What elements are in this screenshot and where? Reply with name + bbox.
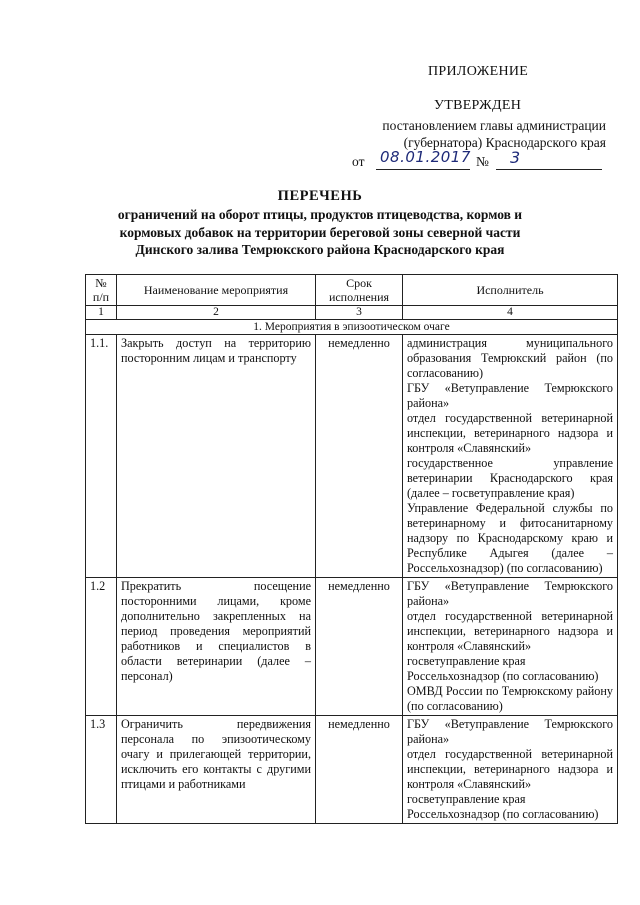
executor-item: Управление Федеральной службы по ветеринарному и фитосанитарному надзору по Краснодарскому краю и Республике Адыгея (далее – Россельхознадзор) (по согласованию) bbox=[407, 501, 613, 575]
row-term: немедленно bbox=[316, 716, 403, 824]
row-measure: Прекратить посещение посторонними лицами, кроме дополнительно закрепленных на период проведения мероприятий работников и специалистов в области ветеринарии (далее – персонал) bbox=[117, 578, 316, 716]
section-title: 1. Мероприятия в эпизоотическом очаге bbox=[86, 320, 618, 335]
executor-item: ГБУ «Ветуправление Темрюкского района» bbox=[407, 381, 613, 410]
executor-item: ГБУ «Ветуправление Темрюкского района» bbox=[407, 717, 613, 746]
executor-item: ОМВД России по Темрюкскому району (по согласованию) bbox=[407, 684, 613, 713]
document-subtitle: ограничений на оборот птицы, продуктов птицеводства, кормов и кормовых добавок на территории береговой зоны северной части Динского залива Темрюкского района Краснодарского края bbox=[117, 207, 523, 257]
column-header: Срок исполнения bbox=[316, 275, 403, 306]
column-number: 1 bbox=[86, 306, 117, 320]
executor-item: Россельхознадзор (по согласованию) bbox=[407, 669, 599, 683]
executor-item: госветуправление края bbox=[407, 792, 526, 806]
decree-line-1: постановлением главы администрации bbox=[382, 118, 606, 133]
row-executors bbox=[403, 335, 618, 578]
handwritten-date: 08.01.2017 bbox=[380, 148, 471, 166]
row-executors bbox=[403, 578, 618, 716]
column-number-row bbox=[86, 306, 618, 320]
date-underline bbox=[376, 169, 470, 170]
row-number: 1.3 bbox=[86, 716, 117, 824]
handwritten-number: 3 bbox=[510, 148, 521, 167]
row-measure: Закрыть доступ на территорию посторонним лицам и транспорту bbox=[117, 335, 316, 578]
table-row bbox=[86, 578, 618, 716]
executor-item: государственное управление ветеринарии Краснодарского края (далее – госветуправление края) bbox=[407, 456, 613, 500]
document-title: ПЕРЕЧЕНЬ bbox=[277, 188, 363, 204]
column-number: 4 bbox=[403, 306, 618, 320]
decree-line-2: (губернатора) Краснодарского края bbox=[403, 135, 606, 150]
appendix-label: ПРИЛОЖЕНИЕ bbox=[428, 64, 529, 79]
column-header: Наименование мероприятия bbox=[117, 275, 316, 306]
row-executors bbox=[403, 716, 618, 824]
row-number: 1.2 bbox=[86, 578, 117, 716]
executor-item: отдел государственной ветеринарной инспекции, ветеринарного надзора и контроля «Славянский» bbox=[407, 747, 613, 791]
section-row bbox=[86, 320, 618, 335]
executor-item: отдел государственной ветеринарной инспекции, ветеринарного надзора и контроля «Славянский» bbox=[407, 411, 613, 455]
column-number: 3 bbox=[316, 306, 403, 320]
row-number: 1.1. bbox=[86, 335, 117, 578]
decree-text bbox=[320, 117, 606, 151]
date-number-line bbox=[352, 148, 602, 174]
row-measure: Ограничить передвижения персонала по эпизоотическому очагу и прилегающей территории, исключить его контакты с другими птицами и работниками bbox=[117, 716, 316, 824]
number-prefix: № bbox=[476, 154, 489, 169]
executor-item: администрация муниципального образования Темрюкский район (по согласованию) bbox=[407, 336, 613, 380]
row-term: немедленно bbox=[316, 335, 403, 578]
executor-item: отдел государственной ветеринарной инспекции, ветеринарного надзора и контроля «Славянский» bbox=[407, 609, 613, 653]
approved-label: УТВЕРЖДЕН bbox=[434, 98, 522, 113]
table-row bbox=[86, 716, 618, 824]
column-header: № п/п bbox=[86, 275, 117, 306]
column-number: 2 bbox=[117, 306, 316, 320]
executor-item: ГБУ «Ветуправление Темрюкского района» bbox=[407, 579, 613, 608]
date-prefix: от bbox=[352, 154, 365, 169]
table-row bbox=[86, 335, 618, 578]
executor-item: госветуправление края bbox=[407, 654, 526, 668]
number-underline bbox=[496, 169, 602, 170]
column-header: Исполнитель bbox=[403, 275, 618, 306]
row-term: немедленно bbox=[316, 578, 403, 716]
measures-table bbox=[85, 274, 618, 824]
executor-item: Россельхознадзор (по согласованию) bbox=[407, 807, 599, 821]
table-header-row bbox=[86, 275, 618, 306]
